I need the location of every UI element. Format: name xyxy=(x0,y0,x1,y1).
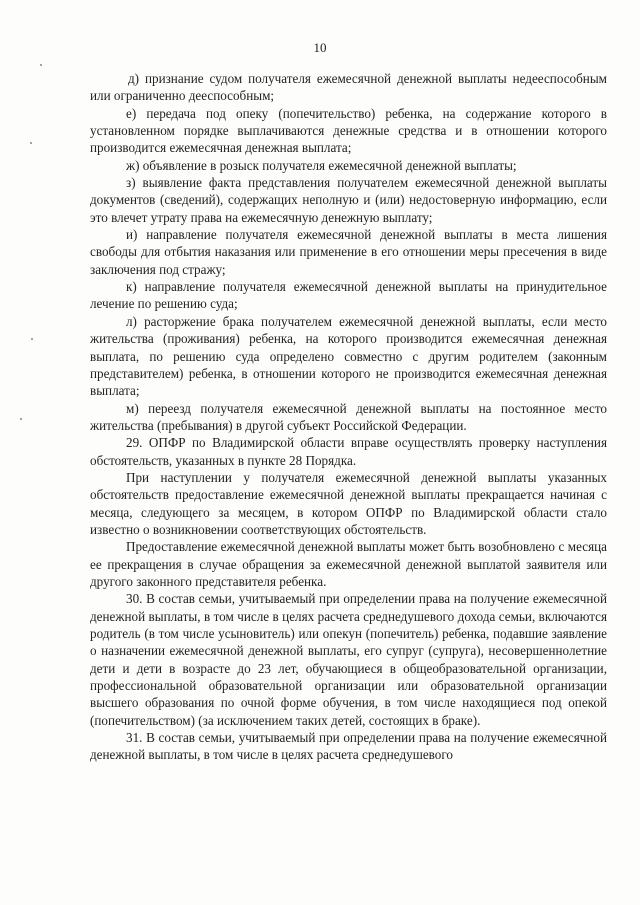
scan-dot xyxy=(40,64,42,66)
paragraph-31: 31. В состав семьи, учитываемый при определении права на получение ежемесячной денежной выплаты, в том числе в целях расчета среднедушевого xyxy=(90,730,607,763)
paragraph-m: м) переезд получателя ежемесячной денежной выплаты на постоянное место жительства (пребывания) в другой субъект Российской Федерации. xyxy=(90,400,607,433)
paragraph-renewal: Предоставление ежемесячной денежной выплаты может быть возобновлено с месяца ее прекращения в случае обращения за ежемесячной денежной выплатой заявителя или другого законного представителя ребенка. xyxy=(90,539,607,589)
paragraph-29: 29. ОПФР по Владимирской области вправе осуществлять проверку наступления обстоятельств, указанных в пункте 28 Порядка. xyxy=(90,435,607,468)
paragraph-i: и) направление получателя ежемесячной денежной выплаты в места лишения свободы для отбытия наказания или применение в его отношении меры пресечения в виде заключения под стражу; xyxy=(90,227,607,277)
page-number: 10 xyxy=(313,40,327,55)
paragraph-29-continuation: При наступлении у получателя ежемесячной денежной выплаты указанных обстоятельств предоставление ежемесячной денежной выплаты прекращается начиная с месяца, следующего за месяцем, в котором ОПФР по Владимирской области стало известно о возникновении соответствующих обстоятельств. xyxy=(90,469,607,537)
paragraph-l: л) расторжение брака получателем ежемесячной денежной выплаты, если место жительства (проживания) ребенка, на которого производится ежемесячная денежная выплата, по решению суда определено совместно с другим родителем (законным представителем) ребенка, в отношении которого не производится ежемесячная денежная выплата; xyxy=(90,313,607,399)
scan-dot xyxy=(20,418,22,420)
paragraph-d: д) признание судом получателя ежемесячной денежной выплаты недееспособным или ограниченно дееспособным; xyxy=(90,71,607,104)
document-body xyxy=(90,70,607,764)
scan-dot xyxy=(30,142,32,144)
paragraph-zh: ж) объявление в розыск получателя ежемесячной денежной выплаты; xyxy=(126,157,517,173)
paragraph-z: з) выявление факта представления получателем ежемесячной денежной выплаты документов (сведений), содержащих неполную и (или) недостоверную информацию, если это влечет утрату права на ежемесячную денежную выплату; xyxy=(90,175,607,225)
scan-dot xyxy=(31,338,33,340)
paragraph-k: к) направление получателя ежемесячной денежной выплаты на принудительное лечение по решению суда; xyxy=(90,279,607,312)
paragraph-e: е) передача под опеку (попечительство) ребенка, на содержание которого в установленном порядке выплачиваются денежные средства и в отношении которого производится ежемесячная денежная выплата; xyxy=(90,105,607,156)
paragraph-30: 30. В состав семьи, учитываемый при определении права на получение ежемесячной денежной выплаты, в том числе в целях расчета среднедушевого дохода семьи, включаются родитель (в том числе усыновитель) или опекун (попечитель) ребенка, подавшие заявление о назначении ежемесячной денежной выплаты, его супруг (супруга), несовершеннолетние дети и дети в возрасте до 23 лет, обучающиеся в общеобразовательной организации, профессиональной образовательной организации или образовательной организации высшего образования по очной форме обучения, в том числе находящиеся под опекой (попечительством) (за исключением таких детей, состоящих в браке). xyxy=(90,591,607,728)
